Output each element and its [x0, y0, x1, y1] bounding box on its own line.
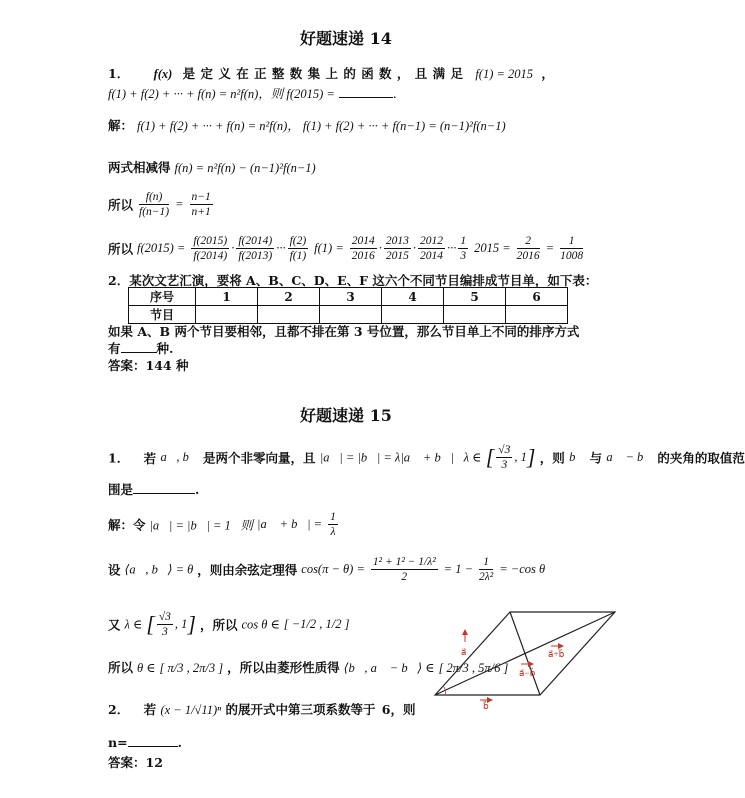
binomial-expr: (x − 1/√11)ⁿ — [160, 703, 222, 717]
q1-line2: f(1) + f(2) + ··· + f(n) = n²f(n)，则 f(2015) = . — [108, 86, 397, 101]
schedule-table — [128, 287, 568, 324]
angle-def: ⟨a⃗, b⃗⟩ = θ — [124, 562, 194, 577]
chain-frac: $\frac{f(2014)}{f(2013)}$ — [238, 235, 273, 262]
table-header-cell: 6 — [506, 288, 568, 306]
q2-condition-line2: 有 种. — [108, 341, 174, 356]
diagonal-diff — [510, 612, 540, 695]
s15-q1-answer-blank[interactable] — [133, 493, 195, 494]
interval-lower: $\frac{√3}{3}$ — [498, 444, 511, 471]
table-header-cell: 5 — [444, 288, 506, 306]
table-header-cell: 3 — [320, 288, 382, 306]
subtract-line — [108, 158, 316, 176]
cos-range: [ −1/2 , 1/2 ] — [283, 617, 350, 631]
table-cell — [382, 306, 444, 324]
subtract-label: 两式相减得 — [108, 160, 171, 175]
section-14-title: 好题速递 14 — [300, 29, 392, 48]
q2-answer-blank[interactable] — [121, 352, 157, 353]
chain-num-frac: $\frac{2013}{2015}$ — [385, 235, 409, 262]
chain-num-frac: $\frac{1}{3}$ — [460, 235, 467, 262]
rhombus-figure — [425, 600, 625, 710]
chain-frac: $\frac{f(2015)}{f(2014)}$ — [193, 235, 228, 262]
label-b: b⃗ — [483, 701, 489, 711]
table-cell — [506, 306, 568, 324]
q2-answer: 答案：144 种 — [108, 358, 189, 373]
table-cell — [196, 306, 258, 324]
q2-text: 2．某次文艺汇演，要将 A、B、C、D、E、F 这六个不同节目编排成节目单，如下表： — [108, 273, 598, 288]
s15-q1-line1: 1． 若 a⃗, b⃗ 是两个非零向量，且 |a⃗| = |b⃗| = λ|a⃗ + b⃗|，λ ∈ [ $\frac{√3}{3}$ , 1] ，则 b⃗ 与 a⃗ − b⃗ 的夹角的取值范 — [108, 444, 745, 471]
chain-tail: 2015 = — [474, 241, 511, 255]
ratio-fraction: $\frac{f(n)}{f(n-1)}$ — [139, 191, 170, 218]
s15-q1-number: 1． — [108, 450, 130, 466]
s15-solution-line: 解：令 |a⃗| = |b⃗| = 1，则 |a⃗ + b⃗| = $\frac{1}{\lambda}$ — [108, 511, 336, 538]
chain-line: 所以 f(2015) = $\frac{f(2015)}{f(2014)}$ · $\frac{f(2014)}{f(2013)}$ ··· $\frac{f(2)}{f(1)}$ f(1) = $\frac{2014}{2016}$ · $\frac{2013}{2015}$ · $\frac{2012}{2014}$ ··· $\frac{1}{3}$ 2015 = $\frac{2}{2016}$ = $\frac{1}{1008}$ — [108, 235, 584, 262]
section-15-title: 好题速递 15 — [300, 406, 392, 425]
q1-line1: 1． f(x) 是 定 义 在 正 整 数 集 上 的 函 数 ， 且 满 足 f(1) = 2015 ， — [108, 66, 554, 81]
solution-label: 解： — [108, 118, 134, 133]
lambda-line: 又 λ ∈ [ $\frac{√3}{3}$ , 1] ，所以 cos θ ∈ [ −1/2 , 1/2 ] — [108, 611, 350, 638]
s15-q1-line2: 围是 . — [108, 482, 200, 497]
q1-f1-value: f(1) = 2015 — [475, 67, 534, 81]
s15-q1-condition: |a⃗| = |b⃗| = λ|a⃗ + b⃗|，λ ∈ — [319, 450, 482, 465]
chain-result-1: $\frac{2}{2016}$ — [516, 235, 540, 262]
s15-q2-number: 2． — [108, 702, 130, 717]
label-apb: a⃗+b⃗ — [548, 649, 565, 659]
s15-q2-answer-blank[interactable] — [128, 746, 178, 747]
chain-num-frac: $\frac{2012}{2014}$ — [420, 235, 443, 262]
vectors-ab: a⃗, b⃗ — [160, 450, 199, 464]
table-header-cell: 序号 — [129, 288, 196, 306]
q1-text: 是 定 义 在 正 整 数 集 上 的 函 数 ， 且 满 足 — [182, 66, 463, 81]
ratio-line: 所以 $\frac{f(n)}{f(n-1)}$ = $\frac{n-1}{n+1}$ — [108, 191, 211, 218]
table-header-cell: 4 — [382, 288, 444, 306]
q2-condition: 如果 A、B 两个节目要相邻，且都不排在第 3 号位置，那么节目单上不同的排序方式 — [108, 324, 580, 339]
cosine-line: 设 ⟨a⃗, b⃗⟩ = θ ，则由余弦定理得 cos(π − θ) = $\frac{\text{1² + 1² − 1/λ²}}{2}$ = 1 − $\frac{1}{\text{2λ²}}$ = −cos θ — [108, 556, 546, 583]
so-label-2: 所以 — [108, 241, 134, 257]
solution-math: f(1) + f(2) + ··· + f(n) = n²f(n)， f(1) + f(2) + ··· + f(n−1) = (n−1)²f(n−1) — [137, 119, 506, 133]
label-a: a⃗ — [461, 647, 467, 657]
s15-q2-answer: 答案：12 — [108, 755, 163, 770]
cosine-fraction-2: $\frac{1}{\text{2λ²}}$ — [479, 556, 494, 583]
chain-mid: f(1) = — [314, 241, 344, 255]
final-range: [ 2π/3 , 5π/6 ] — [438, 661, 509, 675]
sol-fraction: $\frac{1}{\lambda}$ — [330, 511, 336, 538]
q1-condition: f(1) + f(2) + ··· + f(n) = n²f(n)，则 f(2015) = — [108, 87, 335, 101]
table-cell — [258, 306, 320, 324]
label-amb: a⃗−b⃗ — [519, 668, 536, 678]
q1-fx: f(x) — [153, 67, 173, 81]
table-header-cell: 1 — [196, 288, 258, 306]
ratio-result-fraction: $\frac{n-1}{n+1}$ — [191, 191, 211, 218]
so-label-1: 所以 — [108, 197, 134, 213]
table-row — [129, 306, 568, 324]
q1-solution-line — [108, 116, 506, 134]
chain-result-2: $\frac{1}{1008}$ — [560, 235, 584, 262]
chain-lhs: f(2015) = — [137, 241, 186, 255]
chain-frac: $\frac{f(2)}{f(1)}$ — [289, 235, 307, 262]
q1-number: 1． — [108, 66, 130, 81]
s15-solution-label: 解：令 — [108, 517, 146, 533]
lambda-interval: $\frac{√3}{3}$ — [158, 611, 171, 638]
theta-line: 所以 θ ∈ [ π/3 , 2π/3 ] ，所以由菱形性质得 ⟨b⃗, a⃗ − b⃗⟩ ∈ [ 2π/3 , 5π/6 ] — [108, 660, 509, 675]
subtract-math: f(n) = n²f(n) − (n−1)²f(n−1) — [174, 161, 316, 175]
table-header-cell: 2 — [258, 288, 320, 306]
table-row — [129, 288, 568, 306]
table-row-label: 节目 — [129, 306, 196, 324]
theta-range: [ π/3 , 2π/3 ] — [159, 661, 224, 675]
table-cell — [444, 306, 506, 324]
table-cell — [320, 306, 382, 324]
q1-answer-blank[interactable] — [339, 97, 393, 98]
s15-q2-line1: 2． 若 (x − 1/√11)ⁿ 的展开式中第三项系数等于 6，则 — [108, 702, 416, 717]
chain-num-frac: $\frac{2014}{2016}$ — [351, 235, 375, 262]
s15-q2-line2: n= . — [108, 735, 182, 750]
cosine-fraction: $\frac{\text{1² + 1² − 1/λ²}}{2}$ — [372, 556, 436, 583]
